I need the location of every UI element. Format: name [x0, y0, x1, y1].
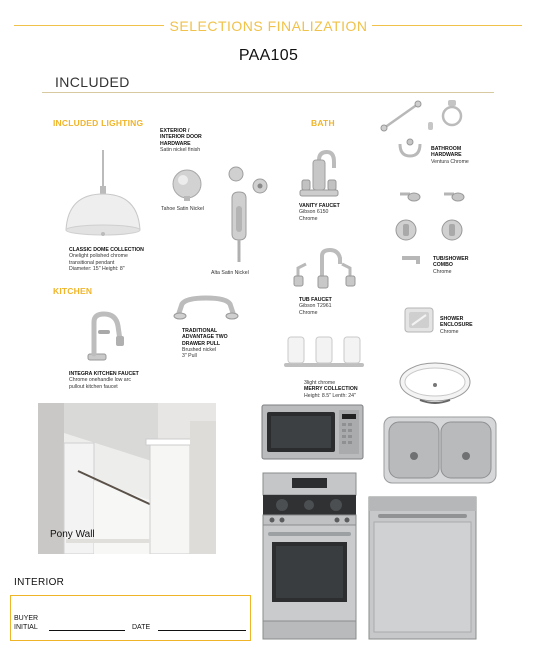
kitchen-faucet-caption [69, 371, 139, 390]
tub-faucet-line-1: Gibson T2961 [299, 303, 332, 310]
vanity-faucet-line-2: Chrome [299, 215, 318, 222]
section-rule [42, 92, 494, 93]
bathroom-sink-image [398, 360, 472, 406]
vanity-light-caption [304, 380, 358, 399]
microwave-image [261, 404, 364, 460]
vanity-light-line-1: 3light chrome [304, 380, 336, 386]
drawer-pull-name-2: ADVANTAGE TWO [182, 334, 228, 341]
buyer-label: BUYER [14, 615, 39, 622]
door-hardware-name-1: EXTERIOR / [160, 128, 190, 134]
kitchen-heading: KITCHEN [53, 286, 93, 296]
buyer-initial-line[interactable] [49, 630, 125, 631]
bathroom-hardware-caption [431, 146, 469, 165]
section-title: INCLUDED [55, 74, 130, 90]
shower-enclosure-image [404, 307, 434, 333]
interior-title: INTERIOR [14, 577, 65, 588]
drawer-pull-caption [182, 328, 228, 359]
door-hardware-name-2: INTERIOR DOOR [160, 134, 202, 141]
dishwasher-image [368, 496, 477, 640]
tub-faucet-image [292, 246, 358, 290]
kitchen-faucet-line-2: pullout kitchen faucet [69, 383, 118, 390]
pendant-name: CLASSIC DOME COLLECTION [69, 247, 144, 253]
vanity-faucet-caption [299, 203, 340, 222]
bathroom-hardware-name-1: BATHROOM [431, 146, 462, 152]
tub-shower-line-1: Chrome [433, 268, 452, 275]
kitchen-faucet-name: INTEGRA KITCHEN FAUCET [69, 371, 139, 377]
handleset-label: Alta Satin Nickel [211, 270, 249, 276]
vanity-light-name: MERRY COLLECTION [304, 386, 358, 393]
shower-enclosure-caption [440, 316, 473, 335]
bathroom-hardware-line-1: Ventura Chrome [431, 158, 469, 165]
drawer-pull-name-3: DRAWER PULL [182, 340, 221, 347]
vanity-faucet-image [296, 146, 342, 198]
drawer-pull-image [172, 294, 240, 322]
vanity-faucet-name: VANITY FAUCET [299, 203, 340, 209]
tub-faucet-line-2: Chrome [299, 309, 318, 316]
tub-shower-name-2: COMBO [433, 262, 453, 269]
dome-pendant-image [62, 150, 144, 242]
buyer-initial-box [10, 595, 251, 641]
page-title: SELECTIONS FINALIZATION [169, 18, 368, 34]
drawer-pull-line-2: 3" Pull [182, 353, 197, 360]
tub-faucet-caption [299, 297, 332, 316]
tub-shower-name-1: TUB/SHOWER [433, 256, 469, 262]
pendant-line-3: Diameter: 15" Height: 8" [69, 265, 125, 272]
pendant-caption [69, 247, 144, 272]
shower-enclosure-line-1: Chrome [440, 328, 459, 335]
drawer-pull-line-1: Brushed nickel [182, 346, 217, 353]
handleset-image [222, 162, 268, 266]
door-knob-image [168, 168, 206, 202]
door-hardware-finish: Satin nickel finish [160, 146, 201, 153]
tub-faucet-name: TUB FAUCET [299, 297, 332, 303]
plan-code: PAA105 [238, 47, 299, 64]
date-label: DATE [132, 624, 151, 631]
date-line[interactable] [158, 630, 246, 631]
pony-wall-label: Pony Wall [50, 529, 95, 540]
vanity-light-image [282, 333, 366, 373]
kitchen-faucet-image [80, 308, 128, 364]
kitchen-faucet-line-1: Chrome onehandle low arc [69, 377, 131, 384]
tub-shower-caption [433, 256, 468, 275]
door-hardware-name-3: HARDWARE [160, 140, 191, 147]
shower-enclosure-name-1: SHOWER [440, 316, 464, 322]
lighting-heading: INCLUDED LIGHTING [53, 118, 144, 128]
door-hardware-caption [160, 128, 202, 153]
bath-heading: BATH [311, 118, 335, 128]
kitchen-sink-image [383, 416, 497, 484]
pendant-line-2: transitional pendant [69, 259, 115, 266]
vanity-light-size: Height: 8.5" Lenth: 24" [304, 392, 356, 399]
shower-enclosure-name-2: ENCLOSURE [440, 322, 473, 329]
bathroom-hardware-name-2: HARDWARE [431, 152, 462, 159]
vanity-faucet-line-1: Gibson 6150 [299, 209, 329, 216]
pony-wall-image [38, 403, 216, 554]
knob-label: Tahoe Satin Nickel [161, 206, 204, 212]
initial-label: INITIAL [14, 624, 38, 631]
drawer-pull-name-1: TRADITIONAL [182, 328, 218, 334]
gas-range-image [262, 472, 357, 640]
pendant-line-1: Onelight polished chrome [69, 253, 128, 260]
